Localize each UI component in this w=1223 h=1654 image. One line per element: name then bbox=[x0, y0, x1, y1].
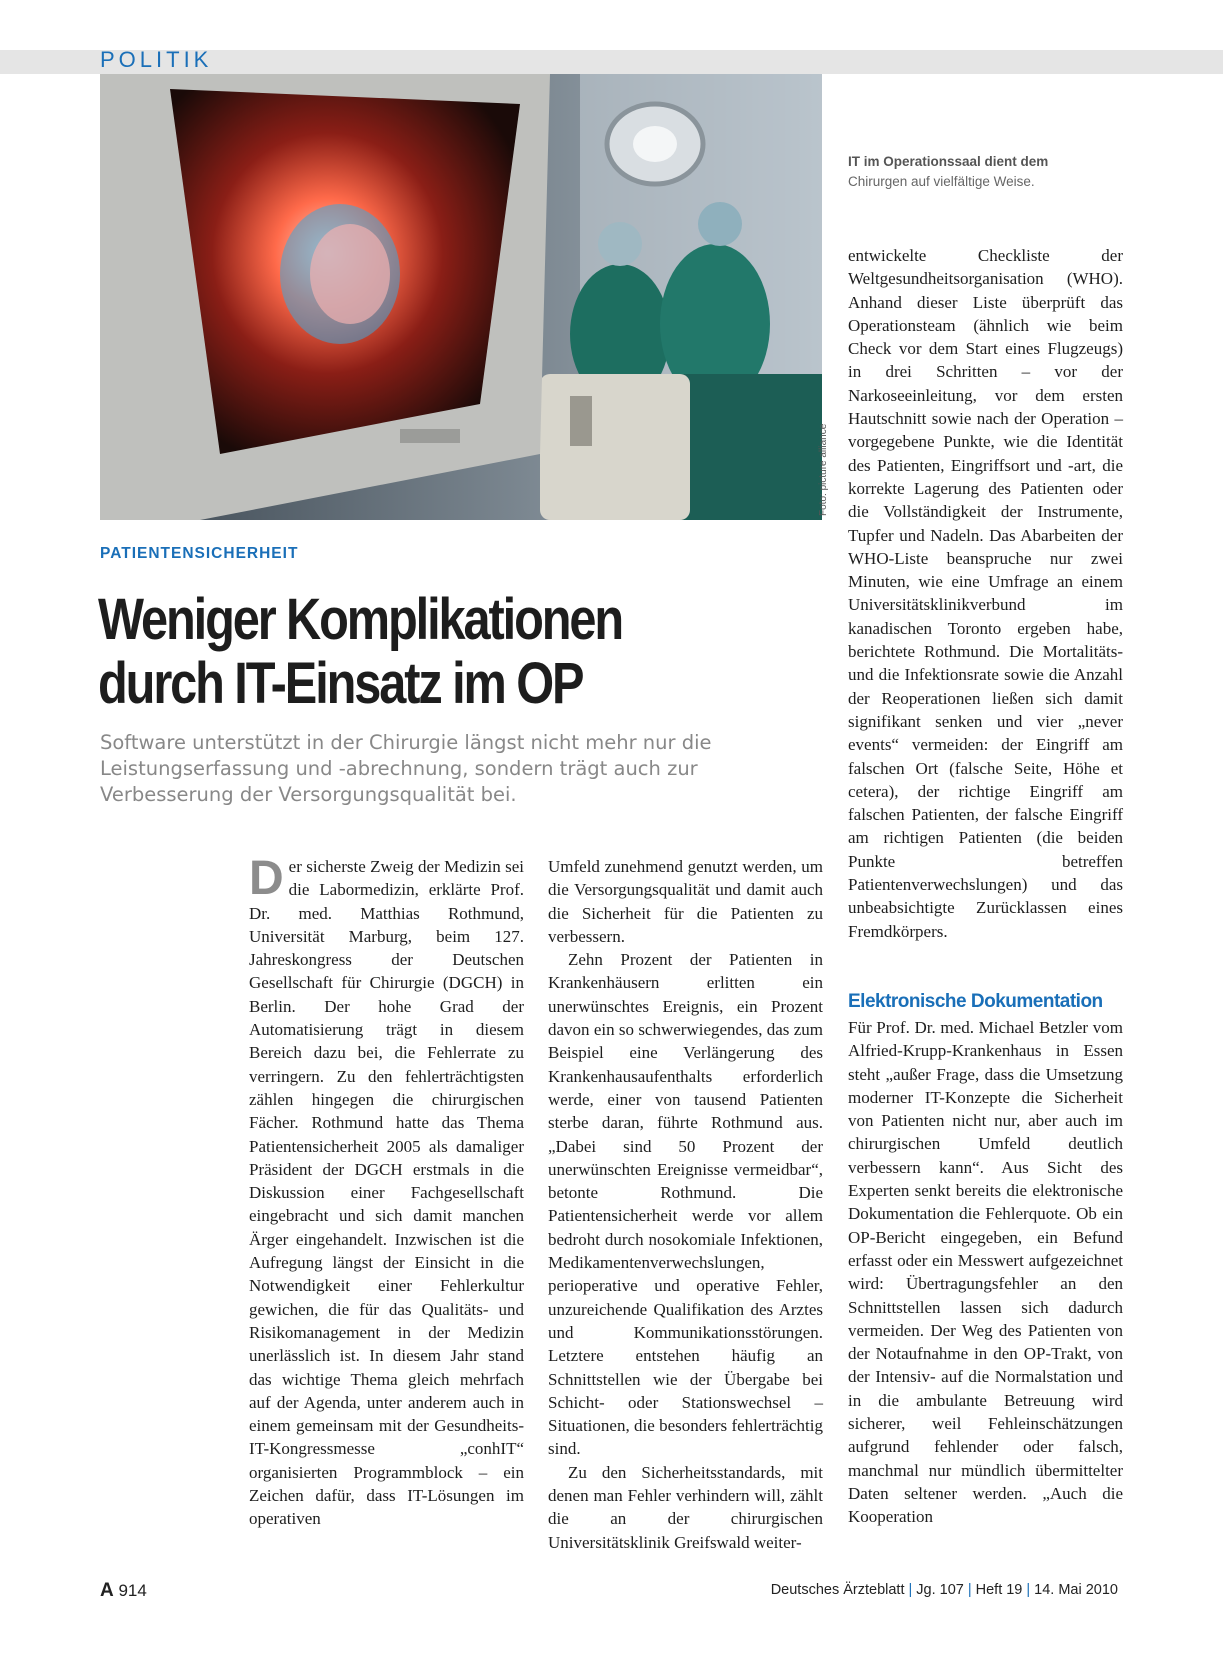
body-paragraph-1 bbox=[249, 852, 524, 1531]
section-subhead: Elektronische Dokumentation bbox=[848, 991, 1103, 1012]
page-number bbox=[100, 1580, 147, 1602]
journal-date: 14. Mai 2010 bbox=[1034, 1582, 1118, 1598]
body-paragraph-1-text: er sicherste Zweig der Medizin sei die Labormedizin, erklärte Prof. Dr. med. Matthias Rothmund, Universität Marburg, beim 127. Jahreskongress der Deutschen Gesellschaft für Chirurgie (DGCH) in Berlin. Der hohe Grad der Automatisierung trägt in diesem Bereich dazu bei, die Fehlerrate zu verringern. Zu den fehlerträchtigsten zählen hingegen die chirurgischen Fächer. Rothmund hatte das Thema Patientensicherheit 2005 als damaliger Präsident der DGCH erstmals in die Diskussion einer Fachgesellschaft eingebracht und sich damit manchen Ärger eingehandelt. Inzwischen ist die Aufregung längst der Einsicht in die Notwendigkeit einer Fehlerkultur gewichen, die für das Qualitäts- und Risikomanagement in der Medizin unerlässlich ist. In diesem Jahr stand das wichtige Thema gleich mehrfach auf der Agenda, unter anderem auch in einem gemeinsam mit der Gesundheits-IT-Kongressmesse „conhIT“ organisierten Programmblock – ein Zeichen dafür, dass IT-Lösungen im operativen bbox=[249, 857, 524, 1529]
article-deck: Software unterstützt in der Chirurgie längst nicht mehr nur die Leistungserfassung und -abrechnung, sondern trägt auch zur Verbesserung der Versorgungsqualität bei. bbox=[100, 731, 712, 806]
footer-separator: | bbox=[967, 1582, 972, 1598]
caption-line-2: Chirurgen auf vielfältige Weise. bbox=[848, 174, 1035, 189]
caption-line-1: IT im Operationssaal dient dem bbox=[848, 154, 1049, 169]
section-label: POLITIK bbox=[100, 47, 213, 72]
body-paragraph-2: Zehn Prozent der Patienten in Krankenhäusern erlitten ein unerwünschtes Ereignis, ein Prozent davon ein so schwerwiegendes, das zum Beispiel eine Verlängerung des Krankenhausaufenthalts erforderlich werde, einer von tausend Patienten sterbe daran, führte Rothmund aus. „Dabei sind 50 Prozent der unerwünschten Ereignisse vermeidbar“, betonte Rothmund. Die Patientensicherheit werde vor allem bedroht durch nosokomiale Infektionen, Medikamentenverwechslungen, perioperative und operative Fehler, unzureichende Qualifikation des Arztes und Kommunikationsstörungen. Letztere entstehen häufig an Schnittstellen wie der Übergabe bei Schicht- oder Stationswechsel – Situationen, die besonders fehlerträchtig sind. bbox=[548, 950, 823, 1459]
page-number-value: 914 bbox=[118, 1581, 147, 1600]
body-paragraph-3-continued: entwickelte Checkliste der Weltgesundheitsorganisation (WHO). Anhand dieser Liste überprüft das Operationsteam (ähnlich wie beim Check vor dem Start eines Flugzeugs) in drei Schritten – vor der Narkoseeinleitung, vor dem ersten Hautschnitt sowie nach der Operation – vorgegebene Punkte, wie die Identität des Patienten, Eingriffsort und -art, die korrekte Lagerung des Patienten oder die Vollständigkeit der Instrumente, Tupfer und Nadeln. Das Abarbeiten der WHO-Liste beanspruche nur zwei Minuten, wie eine Umfrage an einem Universitätsklinikverbund im kanadischen Toronto ergeben habe, berichtete Rothmund. Die Mortalitäts- und die Infektionsrate sowie die Anzahl der Reoperationen ließen sich damit signifikant senken und vier „never events“ vermeiden: der Eingriff am falschen Ort (falsche Seite, Höhe et cetera), der richtige Eingriff am falschen Patienten, der falsche Eingriff am richtigen Patienten (die beiden Punkte betreffen Patientenverwechslungen) und das unbeabsichtigte Zurücklassen eines Fremdkörpers. bbox=[848, 246, 1123, 941]
text-column-2 bbox=[548, 855, 823, 1554]
text-column-1 bbox=[249, 852, 524, 1531]
headline-line-1: Weniger Komplikationen bbox=[98, 587, 623, 652]
text-column-3-top bbox=[848, 244, 1123, 943]
photo-credit: Foto: picture alliance bbox=[818, 423, 829, 516]
article-kicker: PATIENTENSICHERHEIT bbox=[100, 545, 299, 562]
page-prefix: A bbox=[100, 1580, 114, 1601]
journal-name: Deutsches Ärzteblatt bbox=[770, 1582, 905, 1598]
photo-caption bbox=[848, 152, 1148, 192]
journal-footer bbox=[771, 1582, 1118, 1598]
article-photo bbox=[100, 74, 822, 520]
body-paragraph-4: Für Prof. Dr. med. Michael Betzler vom Alfried-Krupp-Krankenhaus in Essen steht „außer Frage, dass die Umsetzung moderner IT-Konzepte die Sicherheit von Patienten nicht nur, aber auch im chirurgischen Umfeld deutlich verbessern kann“. Aus Sicht des Experten senkt bereits die elektronische Dokumentation die Fehlerquote. Ob ein OP-Bericht eingegeben, ein Befund erfasst oder ein Messwert aufgezeichnet wird: Übertragungsfehler an den Schnittstellen lassen sich dadurch vermeiden. Der Weg des Patienten von der Notaufnahme in den OP-Trakt, von der Intensiv- auf die Normalstation und in die ambulante Betreuung wird sicherer, weil Fehleinschätzungen aufgrund fehlender oder falsch, manchmal nur mündlich übermittelter Daten seltener werden. „Auch die Kooperation bbox=[848, 1018, 1123, 1527]
body-paragraph-3: Zu den Sicherheitsstandards, mit denen man Fehler verhindern will, zählt die an der chirurgischen Universitätsklinik Greifswald weiter- bbox=[548, 1462, 823, 1552]
footer-separator: | bbox=[908, 1582, 913, 1598]
journal-issue: Heft 19 bbox=[975, 1582, 1023, 1598]
headline-line-2: durch IT-Einsatz im OP bbox=[98, 651, 583, 716]
drop-cap: D bbox=[249, 852, 284, 905]
journal-volume: Jg. 107 bbox=[916, 1582, 964, 1598]
text-column-3-bottom bbox=[848, 1016, 1123, 1529]
operating-room-illustration bbox=[100, 74, 822, 520]
body-paragraph-1-continued: Umfeld zunehmend genutzt werden, um die Versorgungsqualität und damit auch die Sicherheit für die Patienten zu verbessern. bbox=[548, 857, 823, 946]
article-headline bbox=[98, 588, 703, 716]
footer-separator: | bbox=[1026, 1582, 1031, 1598]
